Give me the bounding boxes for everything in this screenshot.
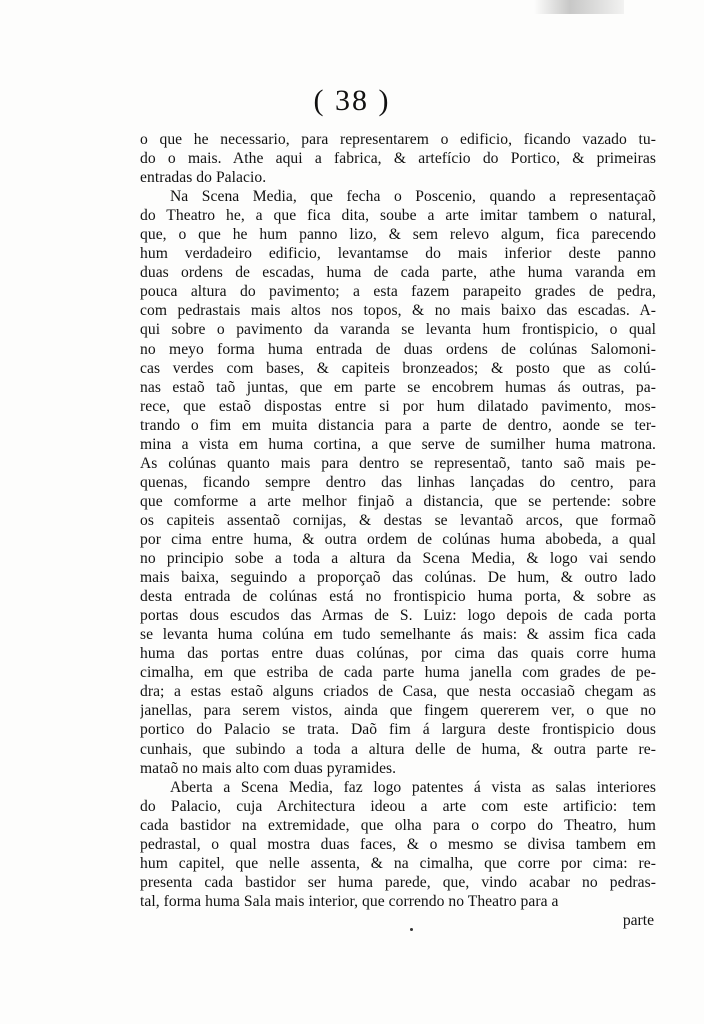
text-line: que, o que he hum panno lizo, & sem relevo algum, fica parecendo	[140, 226, 656, 244]
text-line: mataõ no mais alto com duas pyramides.	[140, 759, 397, 777]
text-line: do Palacio, cuja Architectura ideou a arte com este artificio: tem	[140, 797, 656, 815]
text-line: com pedrastais mais altos nos topos, & no mais baixo das escadas. A-	[140, 302, 656, 320]
text-line: cunhais, que subindo a toda a altura delle de huma, & outra parte re-	[140, 740, 656, 758]
body-text	[140, 130, 656, 911]
text-line: janellas, para serem vistos, ainda que fingem quererem ver, o que no	[140, 702, 656, 720]
text-line: dra; a estas estaõ alguns criados de Casa, que nesta occasiaõ chegam as	[140, 683, 656, 701]
text-line: os capiteis assentaõ cornijas, & destas se levantaõ arcos, que formaõ	[140, 511, 656, 529]
text-line: duas ordens de escadas, huma de cada parte, athe huma varanda em	[140, 264, 656, 282]
text-line: presenta cada bastidor ser huma parede, que, vindo acabar no pedras-	[140, 873, 656, 891]
text-line: desta entrada de colúnas está no frontispicio huma porta, & sobre as	[140, 588, 656, 606]
paragraph	[140, 187, 656, 777]
paragraph	[140, 778, 656, 911]
text-line: tal, forma huma Sala mais interior, que correndo no Theatro para a	[140, 892, 559, 910]
text-line: portas dous escudos das Armas de S. Luiz: logo depois de cada porta	[140, 607, 656, 625]
text-line: hum capitel, que nelle assenta, & na cimalha, que corre por cima: re-	[140, 854, 656, 872]
text-line: entradas do Palacio.	[140, 169, 267, 187]
text-line: rece, que estaõ dispostas entre si por hum dilatado pavimento, mos-	[140, 397, 656, 415]
text-line: pouca altura do pavimento; a esta fazem parapeito grades de pedra,	[140, 283, 656, 301]
text-line: do Theatro he, a que fica dita, soube a arte imitar tambem o natural,	[140, 207, 656, 225]
ink-speck	[410, 928, 413, 931]
text-line: cada bastidor na extremidade, que olha para o corpo do Theatro, hum	[140, 816, 656, 834]
text-line: huma das portas entre duas colúnas, por cima das quais corre huma	[140, 645, 656, 663]
text-line: se levanta huma colúna em tudo semelhante ás mais: & assim fica cada	[140, 626, 656, 644]
text-line: trando o fim em muita distancia para a parte de dentro, aonde se ter-	[140, 416, 656, 434]
text-line: qui sobre o pavimento da varanda se levanta hum frontispicio, o qual	[140, 321, 656, 339]
scan-smudge	[534, 0, 624, 14]
text-line: do o mais. Athe aqui a fabrica, & artefício do Portico, & primeiras	[140, 150, 656, 168]
page-number: ( 38 )	[313, 84, 391, 117]
text-line: mina a vista em huma cortina, a que serve de sumilher huma matrona.	[140, 435, 656, 453]
text-line: cimalha, em que estriba de cada parte huma janella com grades de pe-	[140, 664, 656, 682]
text-line: o que he necessario, para representarem o edificio, ficando vazado tu-	[140, 131, 656, 148]
paragraph	[140, 130, 656, 187]
text-line: pedrastal, o qual mostra duas faces, & o mesmo se divisa tambem em	[140, 835, 656, 853]
text-line: nas estaõ taõ juntas, que em parte se encobrem humas ás outras, pa-	[140, 378, 656, 396]
text-line: mais baixa, seguindo a proporçaõ das colúnas. De hum, & outro lado	[140, 569, 656, 587]
text-line: portico do Palacio se trata. Daõ fim á largura deste frontispicio dous	[140, 721, 656, 739]
text-line: quenas, ficando sempre dentro das linhas lançadas do centro, para	[140, 473, 656, 491]
text-line: cas verdes com bases, & capiteis bronzeados; & posto que as colú-	[140, 359, 656, 377]
text-line: Aberta a Scena Media, faz logo patentes á vista as salas interiores	[170, 778, 656, 796]
text-line: por cima entre huma, & outra ordem de colúnas huma abobeda, a qual	[140, 530, 656, 548]
text-line: que comforme a arte melhor finjaõ a distancia, que se pertende: sobre	[140, 492, 656, 510]
text-line: Na Scena Media, que fecha o Poscenio, quando a representaçaõ	[170, 188, 656, 206]
text-line: As colúnas quanto mais para dentro se representaõ, tanto saõ mais pe-	[140, 454, 656, 472]
text-line: hum verdadeiro edificio, levantamse do mais inferior deste panno	[140, 245, 656, 263]
text-line: no meyo forma huma entrada de duas ordens de colúnas Salomoni-	[140, 340, 656, 358]
text-line: no principio sobe a toda a altura da Scena Media, & logo vai sendo	[140, 550, 656, 568]
catchword: parte	[622, 912, 654, 929]
